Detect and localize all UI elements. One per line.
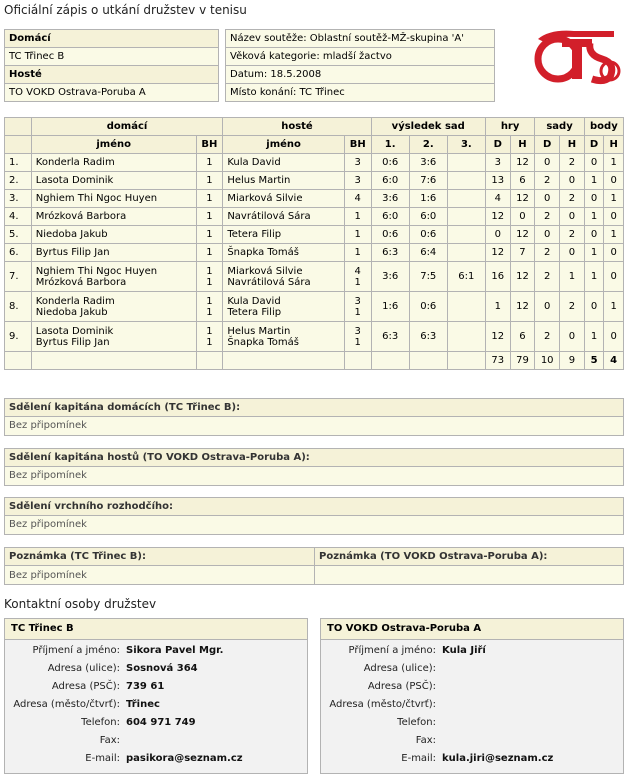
set-1: 1:6 [371, 292, 409, 322]
match-meta-table [225, 29, 495, 102]
contact-label: Adresa (město/čtvrť): [13, 699, 120, 710]
points-d: 0 [584, 292, 604, 322]
set-3 [447, 154, 485, 172]
set-3 [447, 226, 485, 244]
set-1: 0:6 [371, 226, 409, 244]
home-player-line: Lasota Dominik [35, 175, 114, 186]
games-h: 6 [510, 172, 535, 190]
set-3 [447, 172, 485, 190]
away-player-line: Tetera Filip [227, 306, 282, 318]
home-bh-line: 1 [206, 295, 213, 307]
set-1: 6:3 [371, 244, 409, 262]
set-3: 6:1 [447, 262, 485, 292]
col-points-d: D [584, 136, 604, 154]
home-bh [196, 190, 223, 208]
contact-label: Adresa (PSČ): [367, 681, 436, 692]
match-row [5, 322, 624, 352]
points-d: 1 [584, 262, 604, 292]
group-header-away: hosté [223, 118, 371, 136]
home-player [31, 292, 196, 322]
match-number: 8. [5, 292, 32, 322]
points-h: 1 [604, 292, 624, 322]
match-row [5, 262, 624, 292]
points-h: 0 [604, 262, 624, 292]
col-set3: 3. [447, 136, 485, 154]
away-bh [344, 190, 371, 208]
points-h: 1 [604, 154, 624, 172]
total-points-d: 5 [584, 352, 604, 370]
home-bh-line: 1 [206, 306, 213, 318]
games-d: 12 [485, 322, 510, 352]
sets-h: 0 [560, 322, 585, 352]
set-2: 6:3 [409, 322, 447, 352]
match-row [5, 292, 624, 322]
age-category: Věková kategorie: mladší žactvo [226, 48, 495, 66]
home-label: Domácí [5, 30, 219, 48]
col-points-h: H [604, 136, 624, 154]
home-bh-line: 1 [206, 336, 213, 348]
home-player [31, 262, 196, 292]
home-bh [196, 154, 223, 172]
home-bh-line: 1 [206, 175, 213, 186]
col-set1: 1. [371, 136, 409, 154]
sets-h: 1 [560, 262, 585, 292]
col-games-h: H [510, 136, 535, 154]
group-header-games: hry [485, 118, 534, 136]
sets-d: 2 [535, 244, 560, 262]
away-bh-line: 1 [354, 229, 361, 240]
home-bh-line: 1 [206, 247, 213, 258]
total-games-d: 73 [485, 352, 510, 370]
away-bh-line: 1 [354, 247, 361, 258]
points-d: 1 [584, 244, 604, 262]
set-3 [447, 208, 485, 226]
away-bh [344, 226, 371, 244]
away-player-line: Navrátilová Sára [227, 211, 311, 222]
set-1: 3:6 [371, 262, 409, 292]
set-2: 0:6 [409, 292, 447, 322]
col-sets-d: D [535, 136, 560, 154]
home-captain-text: Bez připomínek [5, 417, 623, 435]
games-d: 1 [485, 292, 510, 322]
match-row [5, 190, 624, 208]
contact-email[interactable]: pasikora@seznam.cz [126, 753, 243, 764]
competition-name: Název soutěže: Oblastní soutěž-MŽ-skupina 'A' [226, 30, 495, 48]
away-team-name: TO VOKD Ostrava-Poruba A [5, 84, 219, 102]
home-player [31, 208, 196, 226]
sets-d: 0 [535, 154, 560, 172]
away-bh-line: 4 [354, 265, 361, 277]
contact-label: E-mail: [85, 753, 120, 764]
set-1: 6:0 [371, 208, 409, 226]
points-h: 0 [604, 244, 624, 262]
away-player-line: Šnapka Tomáš [227, 336, 300, 348]
set-2: 7:5 [409, 262, 447, 292]
set-1: 3:6 [371, 190, 409, 208]
away-bh [344, 262, 371, 292]
match-number: 6. [5, 244, 32, 262]
sets-d: 0 [535, 226, 560, 244]
games-h: 0 [510, 208, 535, 226]
points-d: 0 [584, 154, 604, 172]
referee-section [4, 497, 624, 535]
match-number: 3. [5, 190, 32, 208]
contact-value: Třinec [126, 699, 160, 710]
games-h: 12 [510, 154, 535, 172]
points-h: 0 [604, 208, 624, 226]
home-contact-fields [5, 640, 307, 773]
points-d: 0 [584, 226, 604, 244]
away-captain-text: Bez připomínek [5, 467, 623, 485]
home-bh-line: 1 [206, 325, 213, 337]
match-venue: Místo konání: TC Třinec [226, 84, 495, 102]
contact-label: Adresa (PSČ): [51, 681, 120, 692]
away-contact-fields [321, 640, 623, 773]
points-h: 0 [604, 322, 624, 352]
points-h: 1 [604, 226, 624, 244]
games-d: 13 [485, 172, 510, 190]
away-note-header: Poznámka (TO VOKD Ostrava-Poruba A): [315, 548, 624, 566]
home-note-text: Bez připomínek [5, 566, 315, 585]
away-bh [344, 154, 371, 172]
group-header-home: domácí [31, 118, 223, 136]
home-bh-line: 1 [206, 193, 213, 204]
referee-text: Bez připomínek [5, 516, 623, 534]
home-player [31, 322, 196, 352]
away-bh-line: 3 [354, 157, 361, 168]
set-1: 6:3 [371, 322, 409, 352]
away-player-line: Helus Martin [227, 325, 291, 337]
contacts-title: Kontaktní osoby družstev [4, 597, 157, 611]
home-player [31, 244, 196, 262]
games-d: 16 [485, 262, 510, 292]
away-bh [344, 208, 371, 226]
away-bh-line: 1 [354, 336, 361, 348]
away-player-line: Kula David [227, 295, 281, 307]
match-number: 1. [5, 154, 32, 172]
match-row [5, 208, 624, 226]
away-player-line: Šnapka Tomáš [227, 247, 300, 258]
home-player-line: Byrtus Filip Jan [35, 247, 110, 258]
contact-label: Adresa (město/čtvrť): [329, 699, 436, 710]
set-3 [447, 322, 485, 352]
set-2: 6:0 [409, 208, 447, 226]
away-player [223, 154, 345, 172]
col-games-d: D [485, 136, 510, 154]
home-bh-line: 1 [206, 211, 213, 222]
away-bh-line: 1 [354, 211, 361, 222]
sets-d: 0 [535, 292, 560, 322]
away-player-line: Helus Martin [227, 175, 291, 186]
away-player [223, 172, 345, 190]
set-1: 6:0 [371, 172, 409, 190]
contact-value: Sikora Pavel Mgr. [126, 645, 224, 656]
home-player-line: Niedoba Jakub [35, 306, 108, 318]
home-note-header: Poznámka (TC Třinec B): [5, 548, 315, 566]
match-number: 4. [5, 208, 32, 226]
games-d: 4 [485, 190, 510, 208]
set-2: 0:6 [409, 226, 447, 244]
sets-h: 2 [560, 292, 585, 322]
col-home-name: jméno [31, 136, 196, 154]
total-points-h: 4 [604, 352, 624, 370]
notes-table [4, 547, 624, 585]
away-player [223, 292, 345, 322]
home-player-line: Mrózková Barbora [35, 276, 127, 288]
home-player-line: Niedoba Jakub [35, 229, 108, 240]
set-3 [447, 292, 485, 322]
home-captain-header: Sdělení kapitána domácích (TC Třinec B): [5, 399, 623, 417]
games-d: 12 [485, 208, 510, 226]
away-contact-team: TO VOKD Ostrava-Poruba A [321, 619, 623, 640]
match-row [5, 244, 624, 262]
home-player-line: Mrózková Barbora [35, 211, 127, 222]
away-player [223, 190, 345, 208]
group-header-points: body [584, 118, 623, 136]
home-player [31, 190, 196, 208]
points-d: 0 [584, 190, 604, 208]
away-bh-line: 1 [354, 276, 361, 288]
home-player-line: Nghiem Thi Ngoc Huyen [35, 265, 158, 277]
home-bh [196, 262, 223, 292]
home-player [31, 172, 196, 190]
match-number: 5. [5, 226, 32, 244]
away-player-line: Miarková Silvie [227, 193, 303, 204]
page-title: Oficiální zápis o utkání družstev v tenisu [4, 3, 247, 17]
sets-h: 0 [560, 172, 585, 190]
home-bh-line: 1 [206, 265, 213, 277]
home-contact-box [4, 618, 308, 774]
home-bh [196, 244, 223, 262]
away-bh-line: 3 [354, 175, 361, 186]
home-bh [196, 292, 223, 322]
games-d: 0 [485, 226, 510, 244]
games-h: 6 [510, 322, 535, 352]
match-results-table [4, 117, 624, 370]
contact-value: Sosnová 364 [126, 663, 198, 674]
away-player-line: Tetera Filip [227, 229, 282, 240]
home-player-line: Lasota Dominik [35, 325, 114, 337]
set-1: 0:6 [371, 154, 409, 172]
games-d: 3 [485, 154, 510, 172]
away-player [223, 322, 345, 352]
set-2: 1:6 [409, 190, 447, 208]
sets-d: 2 [535, 322, 560, 352]
away-bh [344, 322, 371, 352]
sets-h: 0 [560, 244, 585, 262]
away-bh [344, 244, 371, 262]
home-bh-line: 1 [206, 229, 213, 240]
away-player-line: Miarková Silvie [227, 265, 303, 277]
away-label: Hosté [5, 66, 219, 84]
away-contact-box [320, 618, 624, 774]
contact-value: Kula Jiří [442, 645, 486, 656]
teams-table [4, 29, 219, 102]
home-team-name: TC Třinec B [5, 48, 219, 66]
col-away-bh: BH [344, 136, 371, 154]
set-2: 6:4 [409, 244, 447, 262]
contact-value: 604 971 749 [126, 717, 196, 728]
away-bh-line: 3 [354, 325, 361, 337]
home-contact-team: TC Třinec B [5, 619, 307, 640]
away-bh [344, 292, 371, 322]
away-player-line: Kula David [227, 157, 281, 168]
group-header-sets-won: sady [535, 118, 584, 136]
club-logo [528, 25, 624, 85]
home-player-line: Konderla Radim [35, 295, 115, 307]
set-2: 7:6 [409, 172, 447, 190]
total-games-h: 79 [510, 352, 535, 370]
contact-label: Telefon: [81, 717, 120, 728]
home-bh-line: 1 [206, 276, 213, 288]
home-bh [196, 172, 223, 190]
sets-d: 2 [535, 262, 560, 292]
sets-h: 0 [560, 208, 585, 226]
games-h: 12 [510, 262, 535, 292]
home-player [31, 226, 196, 244]
col-home-bh: BH [196, 136, 223, 154]
set-3 [447, 190, 485, 208]
points-d: 1 [584, 172, 604, 190]
match-number: 9. [5, 322, 32, 352]
home-bh [196, 322, 223, 352]
sets-h: 2 [560, 154, 585, 172]
sets-h: 2 [560, 226, 585, 244]
home-player [31, 154, 196, 172]
home-player-line: Konderla Radim [35, 157, 115, 168]
sets-d: 2 [535, 172, 560, 190]
games-h: 7 [510, 244, 535, 262]
home-bh [196, 226, 223, 244]
contact-value: 739 61 [126, 681, 165, 692]
home-bh [196, 208, 223, 226]
sets-d: 0 [535, 190, 560, 208]
away-player-line: Navrátilová Sára [227, 276, 311, 288]
col-away-name: jméno [223, 136, 345, 154]
away-player [223, 262, 345, 292]
points-d: 1 [584, 208, 604, 226]
match-row [5, 154, 624, 172]
contact-label: E-mail: [401, 753, 436, 764]
away-player [223, 208, 345, 226]
contact-email[interactable]: kula.jiri@seznam.cz [442, 753, 554, 764]
home-captain-section [4, 398, 624, 436]
home-player-line: Byrtus Filip Jan [35, 336, 110, 348]
match-date: Datum: 18.5.2008 [226, 66, 495, 84]
away-bh [344, 172, 371, 190]
contact-label: Příjmení a jméno: [32, 645, 120, 656]
away-bh-line: 4 [354, 193, 361, 204]
sets-h: 2 [560, 190, 585, 208]
away-captain-header: Sdělení kapitána hostů (TO VOKD Ostrava-Poruba A): [5, 449, 623, 467]
away-captain-section [4, 448, 624, 486]
away-bh-line: 1 [354, 306, 361, 318]
referee-header: Sdělení vrchního rozhodčího: [5, 498, 623, 516]
away-player [223, 226, 345, 244]
games-h: 12 [510, 190, 535, 208]
contact-label: Fax: [415, 735, 436, 746]
sets-d: 2 [535, 208, 560, 226]
match-row [5, 172, 624, 190]
col-sets-h: H [560, 136, 585, 154]
points-d: 1 [584, 322, 604, 352]
set-3 [447, 244, 485, 262]
match-number: 7. [5, 262, 32, 292]
match-row [5, 226, 624, 244]
away-bh-line: 3 [354, 295, 361, 307]
contact-label: Fax: [99, 735, 120, 746]
home-player-line: Nghiem Thi Ngoc Huyen [35, 193, 158, 204]
points-h: 0 [604, 172, 624, 190]
points-h: 1 [604, 190, 624, 208]
contact-label: Příjmení a jméno: [348, 645, 436, 656]
col-set2: 2. [409, 136, 447, 154]
total-sets-d: 10 [535, 352, 560, 370]
away-player [223, 244, 345, 262]
contact-label: Adresa (ulice): [47, 663, 120, 674]
total-sets-h: 9 [560, 352, 585, 370]
away-note-text [315, 566, 624, 585]
games-h: 12 [510, 292, 535, 322]
games-d: 12 [485, 244, 510, 262]
group-header-sets: výsledek sad [371, 118, 485, 136]
contact-label: Adresa (ulice): [363, 663, 436, 674]
match-number: 2. [5, 172, 32, 190]
contact-label: Telefon: [397, 717, 436, 728]
home-bh-line: 1 [206, 157, 213, 168]
set-2: 3:6 [409, 154, 447, 172]
games-h: 12 [510, 226, 535, 244]
